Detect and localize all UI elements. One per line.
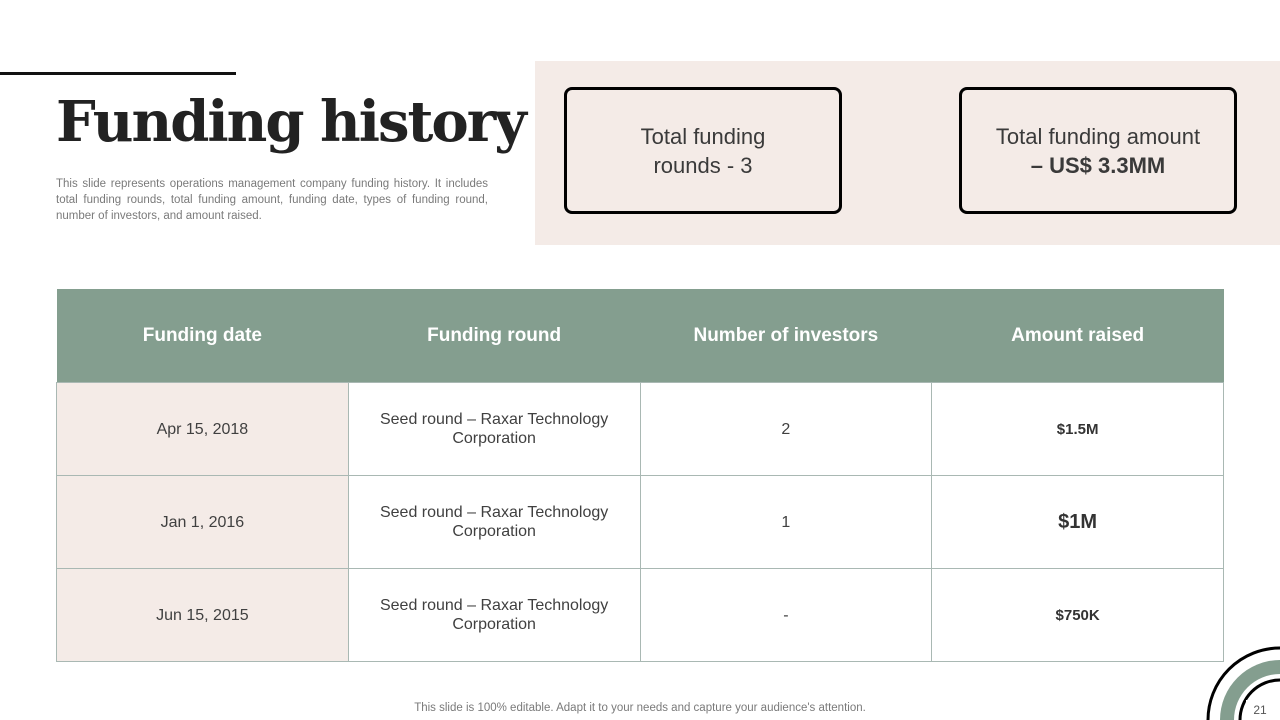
cell-funding-date: Apr 15, 2018: [57, 383, 349, 476]
cell-funding-round: Seed round – Raxar Technology Corporation: [348, 383, 640, 476]
funding-table: [56, 289, 1224, 662]
cell-funding-date: Jun 15, 2015: [57, 569, 349, 662]
page-number: 21: [1246, 700, 1274, 720]
total-rounds-value: rounds - 3: [653, 152, 753, 178]
cell-investors: 2: [640, 383, 932, 476]
cell-investors: -: [640, 569, 932, 662]
cell-amount: $750K: [932, 569, 1224, 662]
cell-funding-round: Seed round – Raxar Technology Corporation: [348, 476, 640, 569]
slide-title: Funding history: [56, 89, 525, 155]
total-amount-value: – US$ 3.3MM: [1030, 152, 1166, 178]
total-rounds-label: Total funding: [640, 123, 766, 149]
total-amount-label: Total funding amount: [995, 123, 1201, 149]
header-funding-date: Funding date: [142, 324, 262, 346]
header-funding-round: Funding round: [427, 324, 562, 346]
cell-investors: 1: [640, 476, 932, 569]
cell-amount: $1M: [932, 476, 1224, 569]
total-rounds-box: [564, 87, 842, 214]
table-row: [57, 476, 1224, 569]
cell-funding-round: Seed round – Raxar Technology Corporation: [348, 569, 640, 662]
cell-amount: $1.5M: [932, 383, 1224, 476]
total-amount-box: [959, 87, 1237, 214]
table-row: [57, 383, 1224, 476]
header-amount-raised: Amount raised: [1011, 324, 1145, 346]
slide-description: This slide represents operations management company funding history. It includes total funding rounds, total funding amount, funding date, types of funding round, number of investors, and amount raised.: [56, 178, 488, 222]
cell-funding-date: Jan 1, 2016: [57, 476, 349, 569]
table-header-row: [57, 289, 1224, 383]
footer-note: This slide is 100% editable. Adapt it to your needs and capture your audience's attention.: [414, 702, 866, 714]
top-accent-line: [0, 72, 236, 75]
stats-panel: [535, 61, 1280, 245]
header-number-of-investors: Number of investors: [693, 324, 879, 346]
table-row: [57, 569, 1224, 662]
